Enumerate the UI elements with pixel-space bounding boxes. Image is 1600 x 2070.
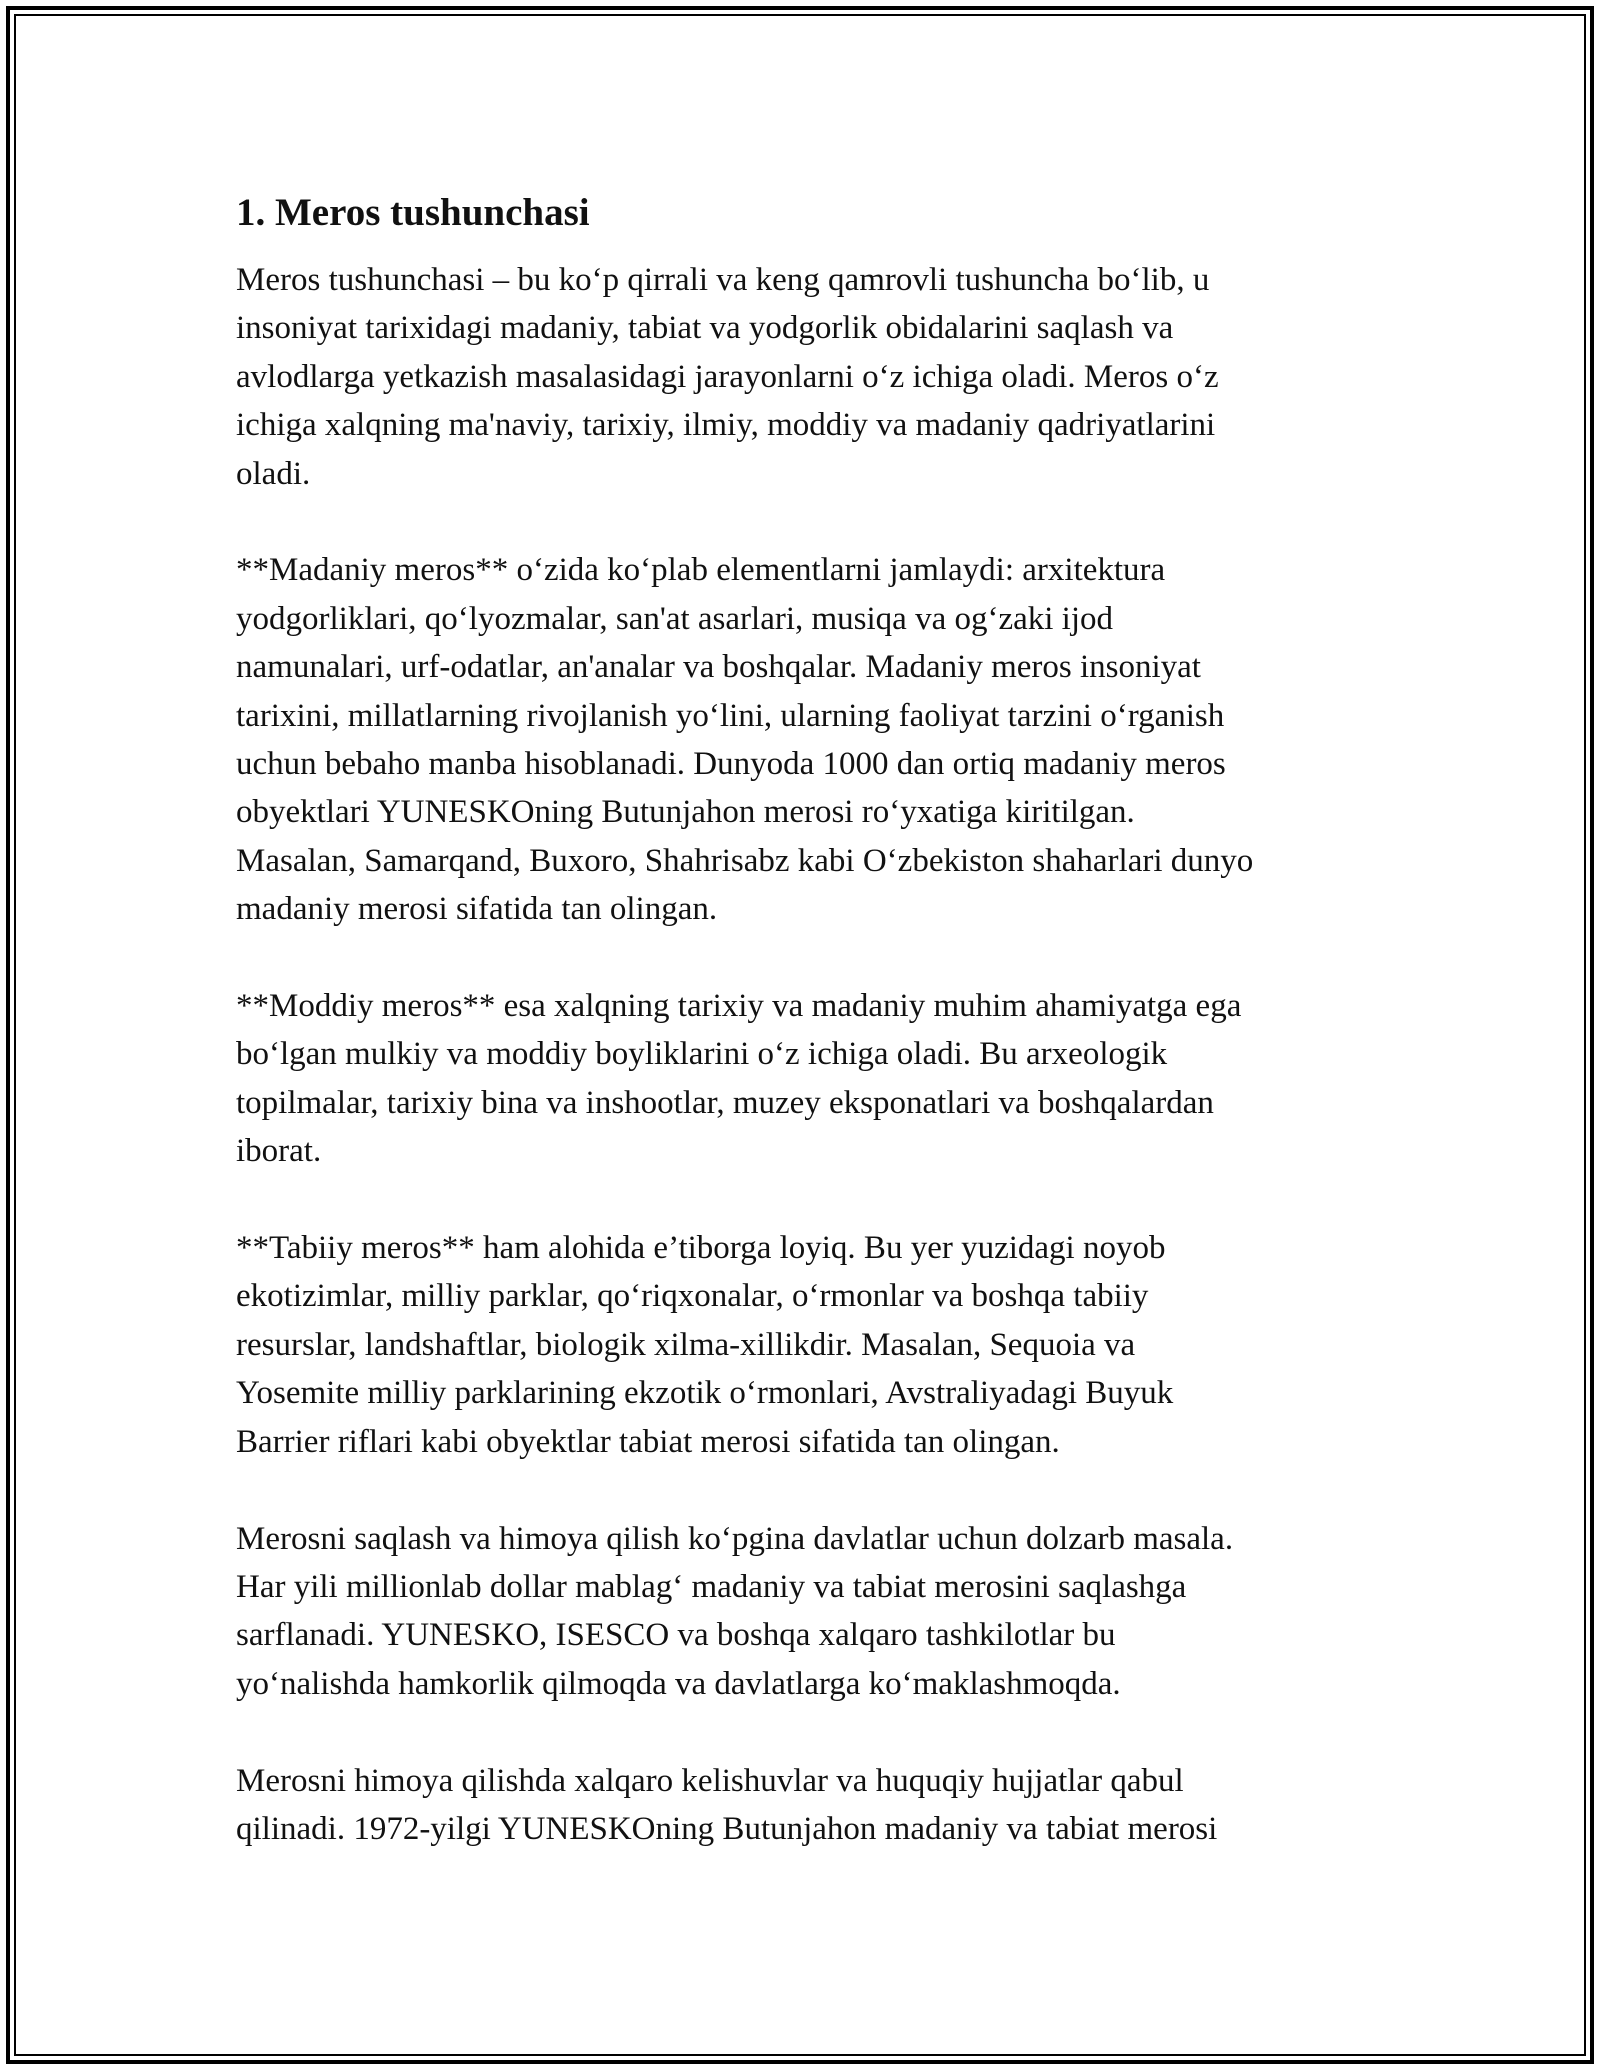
paragraph-preservation: Merosni saqlash va himoya qilish ko‘pgina davlatlar uchun dolzarb masala. Har yili millionlab dollar mablag‘ madaniy va tabiat merosini saqlashga sarflanadi. YUNESKO, ISESCO va boshqa xalqaro tashkilotlar bu yo‘nalishda hamkorlik qilmoqda va davlatlarga ko‘maklashmoqda. bbox=[236, 1520, 1234, 1702]
paragraph-natural-heritage: **Tabiiy meros** ham alohida e’tiborga loyiq. Bu yer yuzidagi noyob ekotizimlar, milliy parklar, qo‘riqxonalar, o‘rmonlar va boshqa tabiiy resurslar, landshaftlar, biologik xilma-xillikdir. Masalan, Sequoia va Yosemite milliy parklarining ekzotik o‘rmonlari, Avstraliyadagi Buyuk Barrier riflari kabi obyektlar tabiat merosi sifatida tan olingan. bbox=[236, 1230, 1174, 1460]
section-heading: 1. Meros tushunchasi bbox=[236, 191, 590, 234]
document-body bbox=[236, 186, 1386, 1902]
paragraph-material-heritage: **Moddiy meros** esa xalqning tarixiy va madaniy muhim ahamiyatga ega bo‘lgan mulkiy va moddiy boyliklarini o‘z ichiga oladi. Bu arxeologik topilmalar, tarixiy bina va inshootlar, muzey eksponatlari va boshqalardan iborat. bbox=[236, 988, 1242, 1170]
paragraph-intro: Meros tushunchasi – bu ko‘p qirrali va keng qamrovli tushuncha bo‘lib, u insoniyat tarixidagi madaniy, tabiat va yodgorlik obidalarini saqlash va avlodlarga yetkazish masalasidagi jarayonlarni o‘z ichiga oladi. Meros o‘z ichiga xalqning ma'naviy, tarixiy, ilmiy, moddiy va madaniy qadriyatlarini oladi. bbox=[236, 262, 1219, 492]
paragraph-international-protection: Merosni himoya qilishda xalqaro kelishuvlar va huquqiy hujjatlar qabul qilinadi. 1972-yilgi YUNESKOning Butunjahon madaniy va tabiat merosi bbox=[236, 1762, 1218, 1847]
paragraph-cultural-heritage: **Madaniy meros** o‘zida ko‘plab elementlarni jamlaydi: arxitektura yodgorliklari, qo‘lyozmalar, san'at asarlari, musiqa va og‘zaki ijod namunalari, urf-odatlar, an'analar va boshqalar. Madaniy meros insoniyat tarixini, millatlarning rivojlanish yo‘lini, ularning faoliyat tarzini o‘rganish uchun bebaho manba hisoblanadi. Dunyoda 1000 dan ortiq madaniy meros obyektlari YUNESKOning Butunjahon merosi ro‘yxatiga kiritilgan. Masalan, Samarqand, Buxoro, Shahrisabz kabi O‘zbekiston shaharlari dunyo madaniy merosi sifatida tan olingan. bbox=[236, 552, 1254, 928]
